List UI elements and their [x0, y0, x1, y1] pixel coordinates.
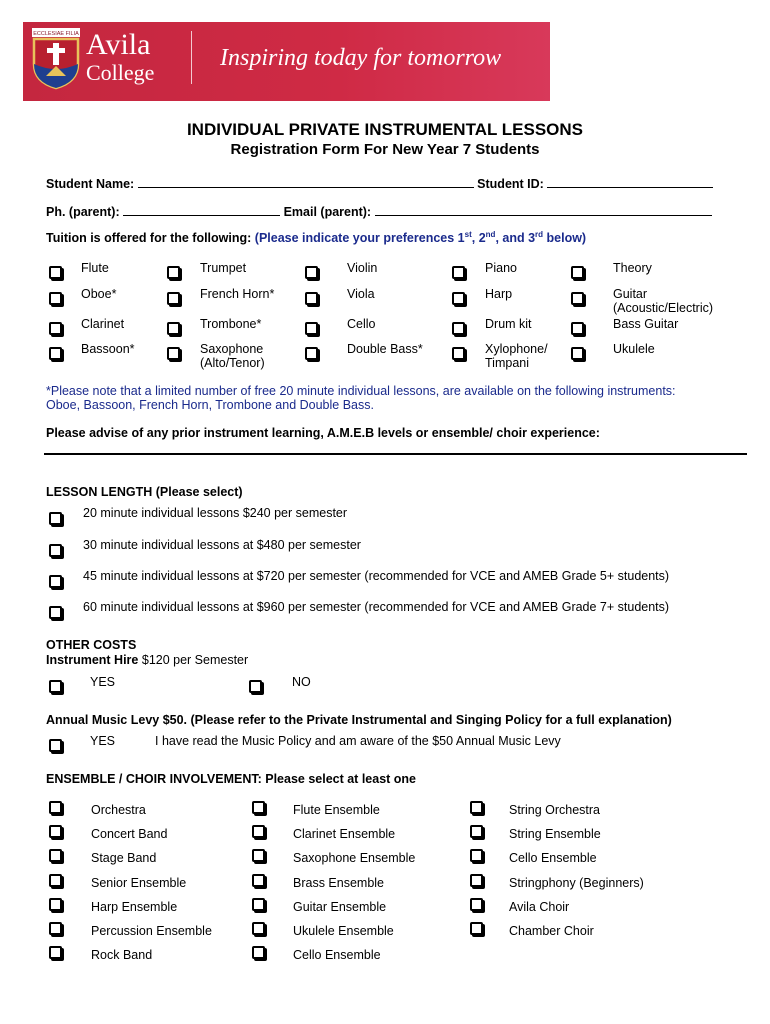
ensemble-heading: ENSEMBLE / CHOIR INVOLVEMENT: Please select at least one	[46, 772, 417, 786]
instrument-checkbox-xylophone-timpani[interactable]	[452, 347, 465, 360]
hire-yes-checkbox[interactable]	[49, 680, 62, 693]
instrument-checkbox-bass-guitar[interactable]	[571, 322, 584, 335]
student-id-label: Student ID:	[477, 177, 544, 191]
ensemble-checkbox-avila-choir[interactable]	[470, 898, 483, 911]
instrument-checkbox-theory[interactable]	[571, 266, 584, 279]
college-name-line2: College	[86, 60, 155, 85]
instrument-hire-line	[46, 653, 248, 667]
instrument-label-theory: Theory	[613, 261, 652, 275]
instrument-hire-label: Instrument Hire	[46, 653, 139, 667]
instrument-label-flute: Flute	[81, 261, 109, 275]
instrument-label-saxophone-alto-tenor: Saxophone (Alto/Tenor)	[200, 342, 265, 370]
levy-yes-checkbox[interactable]	[49, 739, 62, 752]
ensemble-label-saxophone-ensemble: Saxophone Ensemble	[293, 851, 416, 865]
hire-no-label: NO	[292, 675, 311, 689]
ensemble-checkbox-rock-band[interactable]	[49, 946, 62, 959]
ensemble-checkbox-stage-band[interactable]	[49, 849, 62, 862]
note-line-2: Oboe, Bassoon, French Horn, Trombone and Double Bass.	[46, 398, 374, 412]
instrument-label-harp: Harp	[485, 287, 513, 301]
instrument-checkbox-flute[interactable]	[49, 266, 62, 279]
lesson-option-label: 60 minute individual lessons at $960 per semester (recommended for VCE and AMEB Grade 7+ students)	[83, 600, 670, 614]
ensemble-label-stringphony-beginners: Stringphony (Beginners)	[509, 876, 644, 890]
lesson-option-checkbox[interactable]	[49, 606, 62, 619]
ensemble-label-percussion-ensemble: Percussion Ensemble	[91, 924, 212, 938]
instrument-label-violin: Violin	[347, 261, 378, 275]
instrument-checkbox-clarinet[interactable]	[49, 322, 62, 335]
email-label: Email (parent):	[283, 205, 372, 219]
form-title: INDIVIDUAL PRIVATE INSTRUMENTAL LESSONS	[186, 120, 584, 139]
instrument-checkbox-saxophone-alto-tenor[interactable]	[167, 347, 180, 360]
instrument-checkbox-harp[interactable]	[452, 292, 465, 305]
superscript-st: st	[464, 230, 472, 239]
ensemble-checkbox-clarinet-ensemble[interactable]	[252, 825, 265, 838]
instrument-checkbox-double-bass[interactable]	[305, 347, 318, 360]
student-name-label: Student Name:	[46, 177, 135, 191]
instrument-label-drum-kit: Drum kit	[485, 317, 532, 331]
ensemble-label-harp-ensemble: Harp Ensemble	[91, 900, 178, 914]
ensemble-checkbox-ukulele-ensemble[interactable]	[252, 922, 265, 935]
note-line-1: *Please note that a limited number of free 20 minute individual lessons, are available on the following instruments:	[46, 384, 676, 398]
tuition-pref-text-b: , 2	[471, 231, 486, 246]
prior-learning-answer-line[interactable]	[44, 453, 747, 455]
ensemble-checkbox-orchestra[interactable]	[49, 801, 62, 814]
instrument-checkbox-trombone[interactable]	[167, 322, 180, 335]
instrument-label-oboe: Oboe*	[81, 287, 117, 301]
student-fields-row	[46, 175, 713, 191]
instrument-label-bassoon: Bassoon*	[81, 342, 135, 356]
ensemble-checkbox-chamber-choir[interactable]	[470, 922, 483, 935]
ensemble-checkbox-string-orchestra[interactable]	[470, 801, 483, 814]
instrument-label-piano: Piano	[485, 261, 517, 275]
student-name-field[interactable]	[138, 175, 474, 188]
phone-label: Ph. (parent):	[46, 205, 120, 219]
lesson-option-checkbox[interactable]	[49, 512, 62, 525]
ensemble-checkbox-cello-ensemble[interactable]	[252, 946, 265, 959]
levy-statement: I have read the Music Policy and am aware of the $50 Annual Music Levy	[155, 734, 561, 748]
ensemble-label-ukulele-ensemble: Ukulele Ensemble	[293, 924, 394, 938]
instrument-label-trombone: Trombone*	[200, 317, 262, 331]
ensemble-label-concert-band: Concert Band	[91, 827, 168, 841]
lesson-option-checkbox[interactable]	[49, 544, 62, 557]
instrument-checkbox-french-horn[interactable]	[167, 292, 180, 305]
tuition-pref-text-d: below)	[543, 231, 587, 246]
banner-divider	[191, 31, 192, 84]
ensemble-label-stage-band: Stage Band	[91, 851, 157, 865]
ensemble-label-string-ensemble: String Ensemble	[509, 827, 601, 841]
other-costs-heading: OTHER COSTS	[46, 638, 137, 652]
ensemble-label-guitar-ensemble: Guitar Ensemble	[293, 900, 387, 914]
instrument-hire-price: $120 per Semester	[138, 653, 249, 667]
instrument-checkbox-piano[interactable]	[452, 266, 465, 279]
music-levy-heading: Annual Music Levy $50. (Please refer to the Private Instrumental and Singing Policy for a full explanation)	[46, 713, 672, 727]
instrument-label-xylophone-timpani: Xylophone/ Timpani	[485, 342, 548, 370]
college-name-line1: Avila	[86, 28, 151, 61]
lesson-option-label: 30 minute individual lessons at $480 per semester	[83, 538, 361, 552]
tagline: Inspiring today for tomorrow	[220, 45, 502, 71]
ensemble-checkbox-harp-ensemble[interactable]	[49, 898, 62, 911]
instrument-label-double-bass: Double Bass*	[347, 342, 423, 356]
form-subtitle: Registration Form For New Year 7 Students	[230, 141, 540, 158]
ensemble-label-cello-ensemble: Cello Ensemble	[293, 948, 381, 962]
instrument-label-ukulele: Ukulele	[613, 342, 655, 356]
instrument-checkbox-viola[interactable]	[305, 292, 318, 305]
prior-learning-prompt: Please advise of any prior instrument learning, A.M.E.B levels or ensemble/ choir experience:	[46, 426, 600, 440]
tuition-line	[46, 230, 586, 245]
ensemble-label-cello-ensemble: Cello Ensemble	[509, 851, 597, 865]
ensemble-checkbox-cello-ensemble[interactable]	[470, 849, 483, 862]
ensemble-label-clarinet-ensemble: Clarinet Ensemble	[293, 827, 396, 841]
college-crest-icon	[30, 26, 82, 90]
ensemble-label-flute-ensemble: Flute Ensemble	[293, 803, 380, 817]
tuition-pref-text-a: (Please indicate your preferences 1	[254, 231, 465, 246]
lesson-option-label: 45 minute individual lessons at $720 per semester (recommended for VCE and AMEB Grade 5+ students)	[83, 569, 670, 583]
ensemble-label-avila-choir: Avila Choir	[509, 900, 570, 914]
instrument-checkbox-cello[interactable]	[305, 322, 318, 335]
ensemble-checkbox-percussion-ensemble[interactable]	[49, 922, 62, 935]
ensemble-checkbox-saxophone-ensemble[interactable]	[252, 849, 265, 862]
instrument-label-trumpet: Trumpet	[200, 261, 247, 275]
phone-field[interactable]	[123, 203, 280, 216]
tuition-pref-text-c: , and 3	[495, 231, 536, 246]
student-id-field[interactable]	[547, 175, 713, 188]
instrument-label-guitar-acoustic-electric: Guitar (Acoustic/Electric)	[613, 287, 714, 315]
instrument-checkbox-guitar-acoustic-electric[interactable]	[571, 292, 584, 305]
ensemble-label-brass-ensemble: Brass Ensemble	[293, 876, 385, 890]
lesson-option-checkbox[interactable]	[49, 575, 62, 588]
ensemble-label-orchestra: Orchestra	[91, 803, 146, 817]
superscript-rd: rd	[535, 230, 544, 239]
ensemble-label-string-orchestra: String Orchestra	[509, 803, 601, 817]
superscript-nd: nd	[485, 230, 496, 239]
parent-fields-row	[46, 203, 712, 219]
lesson-option-label: 20 minute individual lessons $240 per semester	[83, 506, 348, 520]
instrument-checkbox-trumpet[interactable]	[167, 266, 180, 279]
levy-yes-label: YES	[90, 734, 116, 748]
instrument-label-clarinet: Clarinet	[81, 317, 125, 331]
instrument-label-french-horn: French Horn*	[200, 287, 275, 301]
email-field[interactable]	[375, 203, 712, 216]
crest-motto: ECCLESIAE FILIA	[33, 31, 79, 37]
ensemble-checkbox-flute-ensemble[interactable]	[252, 801, 265, 814]
hire-no-checkbox[interactable]	[249, 680, 262, 693]
instrument-label-cello: Cello	[347, 317, 376, 331]
ensemble-checkbox-guitar-ensemble[interactable]	[252, 898, 265, 911]
instrument-checkbox-drum-kit[interactable]	[452, 322, 465, 335]
ensemble-checkbox-concert-band[interactable]	[49, 825, 62, 838]
instrument-checkbox-violin[interactable]	[305, 266, 318, 279]
ensemble-label-chamber-choir: Chamber Choir	[509, 924, 594, 938]
ensemble-label-rock-band: Rock Band	[91, 948, 153, 962]
free-lessons-note	[46, 384, 676, 412]
tuition-label: Tuition is offered for the following:	[46, 231, 252, 246]
instrument-checkbox-ukulele[interactable]	[571, 347, 584, 360]
ensemble-checkbox-brass-ensemble[interactable]	[252, 874, 265, 887]
ensemble-label-senior-ensemble: Senior Ensemble	[91, 876, 187, 890]
instrument-checkbox-oboe[interactable]	[49, 292, 62, 305]
lesson-length-heading: LESSON LENGTH (Please select)	[46, 485, 243, 499]
instrument-checkbox-bassoon[interactable]	[49, 347, 62, 360]
hire-yes-label: YES	[90, 675, 116, 689]
instrument-label-bass-guitar: Bass Guitar	[613, 317, 679, 331]
ensemble-checkbox-stringphony-beginners[interactable]	[470, 874, 483, 887]
instrument-label-viola: Viola	[347, 287, 375, 301]
ensemble-checkbox-senior-ensemble[interactable]	[49, 874, 62, 887]
ensemble-checkbox-string-ensemble[interactable]	[470, 825, 483, 838]
